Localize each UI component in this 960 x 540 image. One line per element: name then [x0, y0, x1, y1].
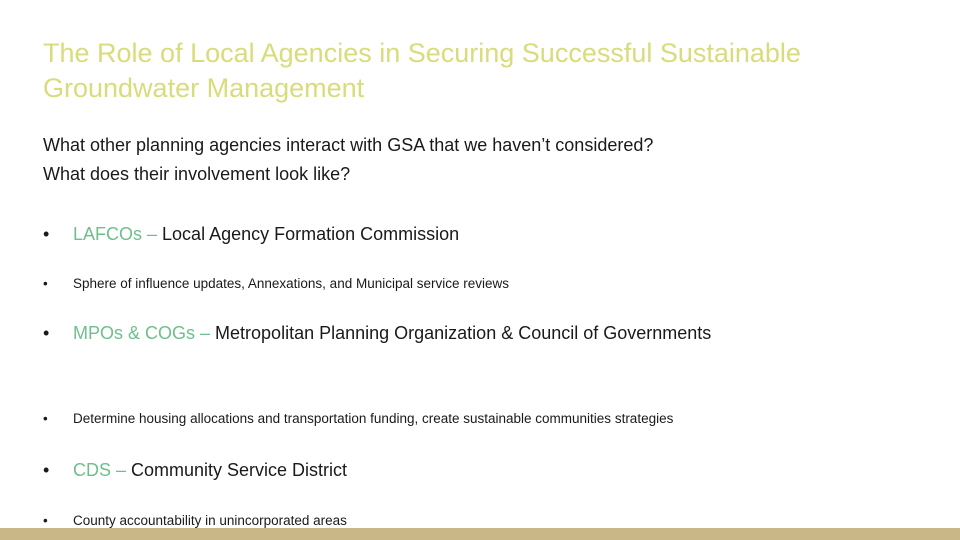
bullet-icon: •	[43, 276, 48, 291]
bullet-text	[73, 456, 923, 485]
agency-acronym: CDS –	[73, 460, 127, 480]
bullet-icon: •	[43, 224, 50, 244]
bullet-icon: •	[43, 460, 50, 480]
slide-title: The Role of Local Agencies in Securing Successful Sustainable Groundwater Management	[43, 38, 801, 103]
intro-question-1: What other planning agencies interact with GSA that we haven’t considered?	[43, 135, 654, 155]
bullet-item-cds	[43, 456, 923, 485]
bullet-item-lafcos	[43, 220, 923, 249]
intro-question-2: What does their involvement look like?	[43, 164, 351, 184]
bottom-accent-bar	[0, 528, 960, 540]
agency-description: Local Agency Formation Commission	[157, 224, 460, 244]
bullet-text	[73, 220, 923, 249]
bullet-item-mpos-cogs	[43, 319, 923, 348]
bullet-item-lafcos-detail	[43, 274, 923, 294]
agency-description: Metropolitan Planning Organization & Council of Governments	[210, 323, 712, 343]
agency-acronym: MPOs & COGs –	[73, 323, 211, 343]
bullet-item-mpos-cogs-detail	[43, 409, 923, 429]
agency-acronym: LAFCOs –	[73, 224, 158, 244]
bullet-text	[73, 319, 923, 348]
bullet-text: County accountability in unincorporated areas	[73, 513, 347, 528]
bullet-text: Determine housing allocations and transportation funding, create sustainable communities strategies	[73, 411, 674, 426]
bullet-icon: •	[43, 411, 48, 426]
intro-questions	[43, 131, 923, 189]
bullet-text: Sphere of influence updates, Annexations, and Municipal service reviews	[73, 276, 510, 291]
bullet-icon: •	[43, 323, 50, 343]
agency-description: Community Service District	[126, 460, 348, 480]
bullet-icon: •	[43, 513, 48, 528]
